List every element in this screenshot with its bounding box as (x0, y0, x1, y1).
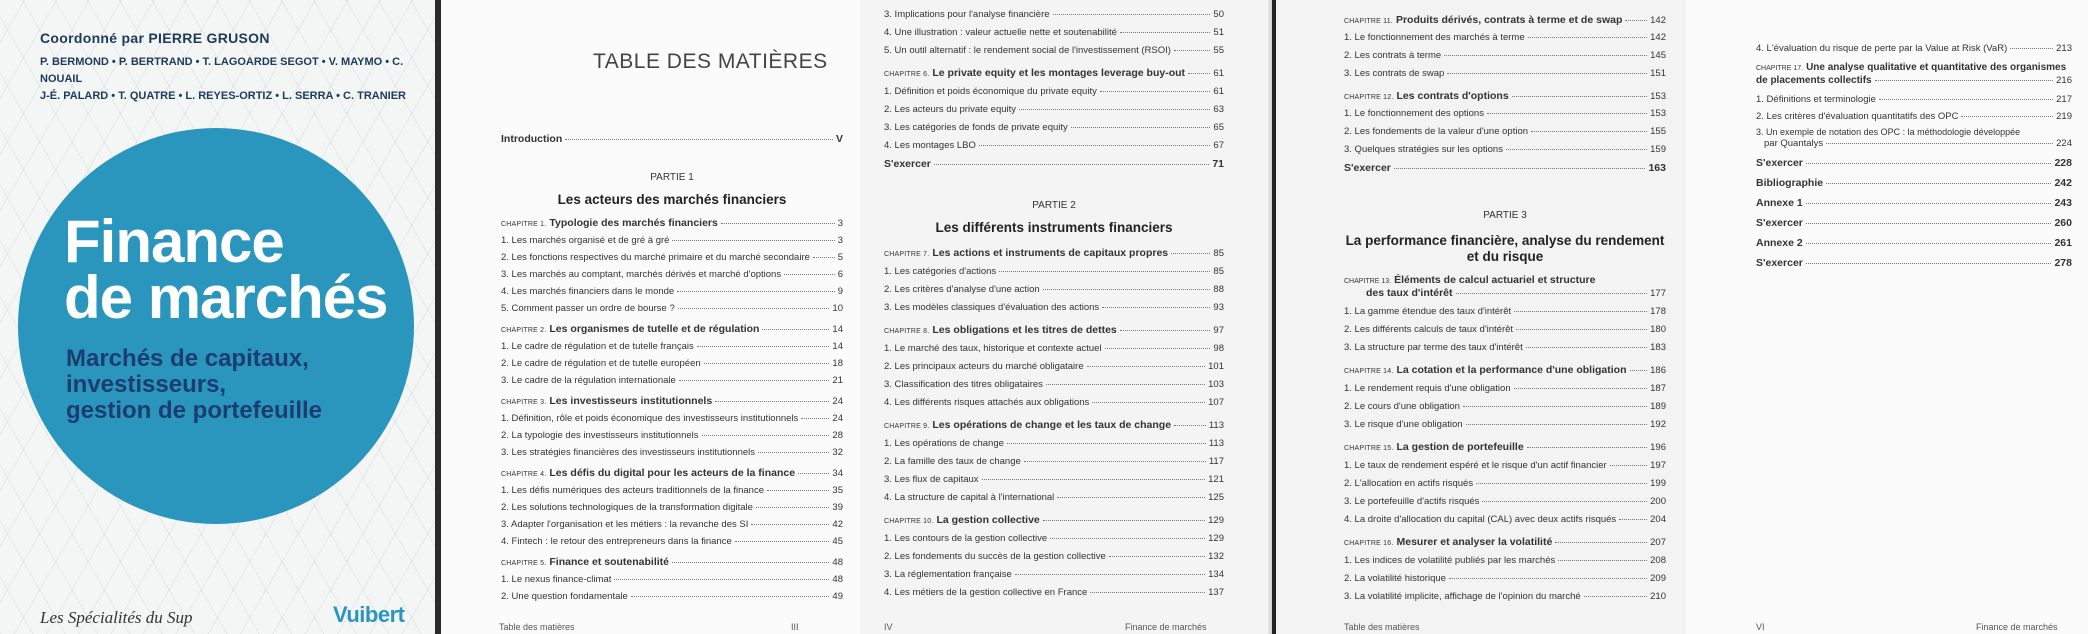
toc-entry: 4. Les métiers de la gestion collective en France 137 (884, 587, 1224, 598)
authors-line: J-É. PALARD • T. QUATRE • L. REYES-ORTIZ • L. SERRA • C. TRANIER (40, 90, 406, 102)
toc-entry: Annexe 2 261 (1756, 237, 2072, 249)
toc-entry: 3. Quelques stratégies sur les options 159 (1344, 144, 1666, 155)
book-cover (0, 0, 435, 634)
toc-entry-line: 3. Un exemple de notation des OPC : la méthodologie développée (1756, 127, 2021, 137)
running-footer: Finance de marchés (1125, 622, 1207, 632)
toc-page-vi (1686, 0, 2088, 634)
toc-entry: 1. Les indices de volatilité publiés par les marchés 208 (1344, 555, 1666, 566)
toc-entry: 1. Définitions et terminologie 217 (1756, 94, 2072, 105)
toc-entry: S'exercer 163 (1344, 162, 1666, 174)
chapter-entry: de placements collectifs 216 (1756, 75, 2072, 86)
toc-entry: 1. Les catégories d'actions 85 (884, 266, 1224, 277)
toc-entry: 1. Le rendement requis d'une obligation 187 (1344, 383, 1666, 394)
toc-entry: 2. Les acteurs du private equity 63 (884, 104, 1224, 115)
toc-entry: 4. Les marchés financiers dans le monde 9 (501, 286, 843, 297)
chapter-entry-title: CHAPITRE 13. Éléments de calcul actuariel et structure (1344, 274, 1596, 286)
running-footer: Table des matières (499, 622, 575, 632)
toc-entry: 4. La structure de capital à l'international 125 (884, 492, 1224, 503)
toc-entry: 1. Le taux de rendement espéré et le risque d'un actif financier 197 (1344, 460, 1666, 471)
chapter-entry: CHAPITRE 16. Mesurer et analyser la volatilité 207 (1344, 536, 1666, 548)
chapter-entry: CHAPITRE 10. La gestion collective 129 (884, 514, 1224, 526)
toc-entry: 2. Les fondements de la valeur d'une option 155 (1344, 126, 1666, 137)
toc-entry: 3. Implications pour l'analyse financière 50 (884, 9, 1224, 20)
toc-entry: 3. Le risque d'une obligation 192 (1344, 419, 1666, 430)
chapter-entry: des taux d'intérêt 177 (1366, 287, 1666, 299)
toc-entry: 1. Les contours de la gestion collective 129 (884, 533, 1224, 544)
toc-entry: 1. Les marchés organisé et de gré à gré 3 (501, 235, 843, 246)
toc-entry: 2. Les critères d'évaluation quantitatifs des OPC 219 (1756, 111, 2072, 122)
subtitle-line: gestion de portefeuille (66, 397, 323, 424)
toc-entry: 2. Les fondements du succès de la gestion collective 132 (884, 551, 1224, 562)
toc-entry: 3. Classification des titres obligataires 103 (884, 379, 1224, 390)
toc-entry: 2. Les fonctions respectives du marché primaire et du marché secondaire 5 (501, 252, 843, 263)
toc-entry: 1. La gamme étendue des taux d'intérêt 178 (1344, 306, 1666, 317)
subtitle-line: Marchés de capitaux, (66, 345, 309, 372)
chapter-entry: CHAPITRE 1. Typologie des marchés financiers 3 (501, 217, 843, 229)
toc-entry: 2. Le cadre de régulation et de tutelle européen 18 (501, 358, 843, 369)
toc-entry: 4. La droite d'allocation du capital (CAL) avec deux actifs risqués 204 (1344, 514, 1666, 525)
toc-entry: S'exercer 278 (1756, 257, 2072, 269)
toc-entry: 4. Une illustration : valeur actuelle nette et soutenabilité 51 (884, 27, 1224, 38)
partie-title: Les différents instruments financiers (935, 220, 1173, 235)
chapter-entry: CHAPITRE 6. Le private equity et les montages leverage buy-out 61 (884, 67, 1224, 79)
partie-label: PARTIE 3 (1483, 210, 1527, 221)
toc-entry: 1. Le nexus finance-climat 48 (501, 574, 843, 585)
toc-entry: Annexe 1 243 (1756, 197, 2072, 209)
toc-entry: 1. Le fonctionnement des options 153 (1344, 108, 1666, 119)
toc-entry: 2. Les solutions technologiques de la transformation digitale 39 (501, 502, 843, 513)
toc-entry: 3. La structure par terme des taux d'intérêt 183 (1344, 342, 1666, 353)
partie-title: Les acteurs des marchés financiers (557, 192, 787, 207)
toc-entry: 2. La volatilité historique 209 (1344, 573, 1666, 584)
toc-entry: 3. Le cadre de la régulation internationale 21 (501, 375, 843, 386)
toc-entry: par Quantalys 224 (1764, 138, 2072, 149)
title-line: Finance (64, 208, 284, 275)
page-number: VI (1756, 622, 1765, 632)
chapter-entry: CHAPITRE 2. Les organismes de tutelle et de régulation 14 (501, 323, 843, 335)
toc-entry: 2. Les principaux acteurs du marché obligataire 101 (884, 361, 1224, 372)
toc-entry: 1. Le cadre de régulation et de tutelle français 14 (501, 341, 843, 352)
toc-entry: 3. La réglementation française 134 (884, 569, 1224, 580)
chapter-entry: CHAPITRE 12. Les contrats d'options 153 (1344, 90, 1666, 102)
chapter-entry: CHAPITRE 5. Finance et soutenabilité 48 (501, 556, 843, 568)
toc-entry: 4. Les montages LBO 67 (884, 140, 1224, 151)
toc-entry: 3. Le portefeuille d'actifs risqués 200 (1344, 496, 1666, 507)
coordinator: Coordonné par PIERRE GRUSON (40, 30, 270, 46)
toc-entry: 1. Le marché des taux, historique et contexte actuel 98 (884, 343, 1224, 354)
title-line: de marchés (64, 264, 388, 331)
toc-entry: 2. Les différents calculs de taux d'intérêt 180 (1344, 324, 1666, 335)
partie-label: PARTIE 2 (1032, 200, 1076, 211)
chapter-entry: CHAPITRE 3. Les investisseurs institutionnels 24 (501, 395, 843, 407)
toc-entry: 3. La volatilité implicite, affichage de l'opinion du marché 210 (1344, 591, 1666, 602)
toc-entry: 4. L'évaluation du risque de perte par la Value at Risk (VaR) 213 (1756, 43, 2072, 54)
toc-entry: 3. Les flux de capitaux 121 (884, 474, 1224, 485)
toc-page-v (1276, 0, 1686, 634)
toc-entry: 2. La typologie des investisseurs institutionnels 28 (501, 430, 843, 441)
partie-title (1344, 233, 1666, 265)
series-name: Les Spécialités du Sup (40, 608, 193, 627)
running-footer: Table des matières (1344, 622, 1420, 632)
chapter-entry: CHAPITRE 9. Les opérations de change et les taux de change 113 (884, 419, 1224, 431)
toc-entry: 5. Un outil alternatif : le rendement social de l'investissement (RSOI) 55 (884, 45, 1224, 56)
chapter-entry: CHAPITRE 11. Produits dérivés, contrats à terme et de swap 142 (1344, 14, 1666, 26)
chapter-entry: CHAPITRE 8. Les obligations et les titres de dettes 97 (884, 324, 1224, 336)
toc-entry: 1. Définition et poids économique du private equity 61 (884, 86, 1224, 97)
toc-entry: 5. Comment passer un ordre de bourse ? 10 (501, 303, 843, 314)
book-title (64, 208, 388, 331)
toc-entry: 3. Adapter l'organisation et les métiers : la revanche des SI 42 (501, 519, 843, 530)
subtitle-line: investisseurs, (66, 371, 227, 398)
toc-entry: 2. Une question fondamentale 49 (501, 591, 843, 602)
toc-entry: 2. Les critères d'analyse d'une action 88 (884, 284, 1224, 295)
book-subtitle (66, 346, 322, 424)
chapter-entry: CHAPITRE 15. La gestion de portefeuille 196 (1344, 441, 1666, 453)
partie-title-line: La performance financière, analyse du rendement (1345, 233, 1665, 248)
toc-entry: 4. Les différents risques attachés aux obligations 107 (884, 397, 1224, 408)
toc-entry: S'exercer 71 (884, 158, 1224, 170)
toc-entry: 1. Le fonctionnement des marchés à terme 142 (1344, 32, 1666, 43)
page-number: III (791, 622, 799, 632)
partie-label: PARTIE 1 (650, 172, 694, 183)
chapter-entry-title: CHAPITRE 17. Une analyse qualitative et quantitative des organismes (1756, 62, 2067, 73)
toc-entry: 1. Définition, rôle et poids économique des investisseurs institutionnels 24 (501, 413, 843, 424)
toc-entry: 2. L'allocation en actifs risqués 199 (1344, 478, 1666, 489)
toc-entry: Bibliographie 242 (1756, 177, 2072, 189)
chapter-entry: CHAPITRE 7. Les actions et instruments de capitaux propres 85 (884, 247, 1224, 259)
toc-entry: 2. Le cours d'une obligation 189 (1344, 401, 1666, 412)
toc-entry: 3. Les stratégies financières des investisseurs institutionnels 32 (501, 447, 843, 458)
toc-heading: TABLE DES MATIÈRES (593, 50, 828, 73)
toc-entry: S'exercer 260 (1756, 217, 2072, 229)
authors-line: P. BERMOND • P. BERTRAND • T. LAGOARDE SEGOT • V. MAYMO • C. NOUAIL (40, 56, 404, 85)
running-footer: Finance de marchés (1976, 622, 2058, 632)
toc-entry: 3. Les contrats de swap 151 (1344, 68, 1666, 79)
toc-entry: 1. Les opérations de change 113 (884, 438, 1224, 449)
toc-entry: 3. Les modèles classiques d'évaluation des actions 93 (884, 302, 1224, 313)
toc-entry: Introduction V (501, 133, 843, 145)
publisher-logo: Vuibert (333, 602, 405, 627)
toc-entry: 1. Les défis numériques des acteurs traditionnels de la finance 35 (501, 485, 843, 496)
page-number: IV (884, 622, 893, 632)
toc-entry: 4. Fintech : le retour des entrepreneurs dans la finance 45 (501, 536, 843, 547)
toc-entry: 3. Les catégories de fonds de private equity 65 (884, 122, 1224, 133)
toc-entry: S'exercer 228 (1756, 157, 2072, 169)
toc-entry: 2. La famille des taux de change 117 (884, 456, 1224, 467)
toc-page-iii (441, 0, 860, 634)
toc-entry: 3. Les marchés au comptant, marchés dérivés et marché d'options 6 (501, 269, 843, 280)
chapter-entry: CHAPITRE 14. La cotation et la performance d'une obligation 186 (1344, 364, 1666, 376)
chapter-entry: CHAPITRE 4. Les défis du digital pour les acteurs de la finance 34 (501, 467, 843, 479)
authors (40, 54, 410, 105)
toc-page-iv (860, 0, 1272, 634)
toc-entry: 2. Les contrats à terme 145 (1344, 50, 1666, 61)
partie-title-line: et du risque (1466, 249, 1544, 264)
